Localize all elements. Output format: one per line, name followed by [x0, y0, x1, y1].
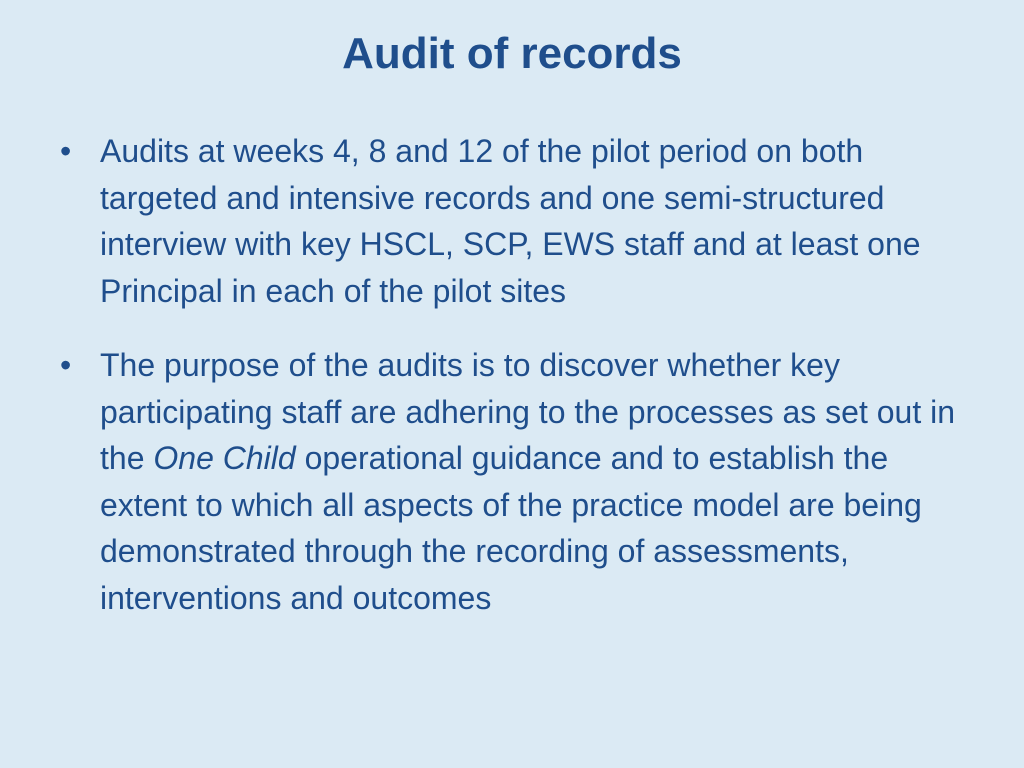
bullet-text-after: operational guidance and to establish the extent to which all aspects of the practice model are being demonstrated through the recording of assessments, interventions and outcomes [100, 440, 922, 616]
bullet-text-italic: One Child [153, 440, 296, 476]
slide-title: Audit of records [342, 29, 682, 78]
bullet-list [56, 128, 976, 649]
bullet-text [100, 347, 955, 616]
bullet-marker: • [60, 133, 72, 169]
bullet-text-before: The purpose of the audits is to discover whether key participating staff are adhering to the processes as set out in the [100, 347, 956, 476]
bullet-marker: • [60, 347, 72, 383]
bullet-text: Audits at weeks 4, 8 and 12 of the pilot period on both targeted and intensive records and one semi-structured interview with key HSCL, SCP, EWS staff and at least one Principal in each of the pilot sites [100, 133, 921, 309]
bullet-item-audits [56, 128, 976, 314]
bullet-item-purpose [56, 342, 976, 621]
